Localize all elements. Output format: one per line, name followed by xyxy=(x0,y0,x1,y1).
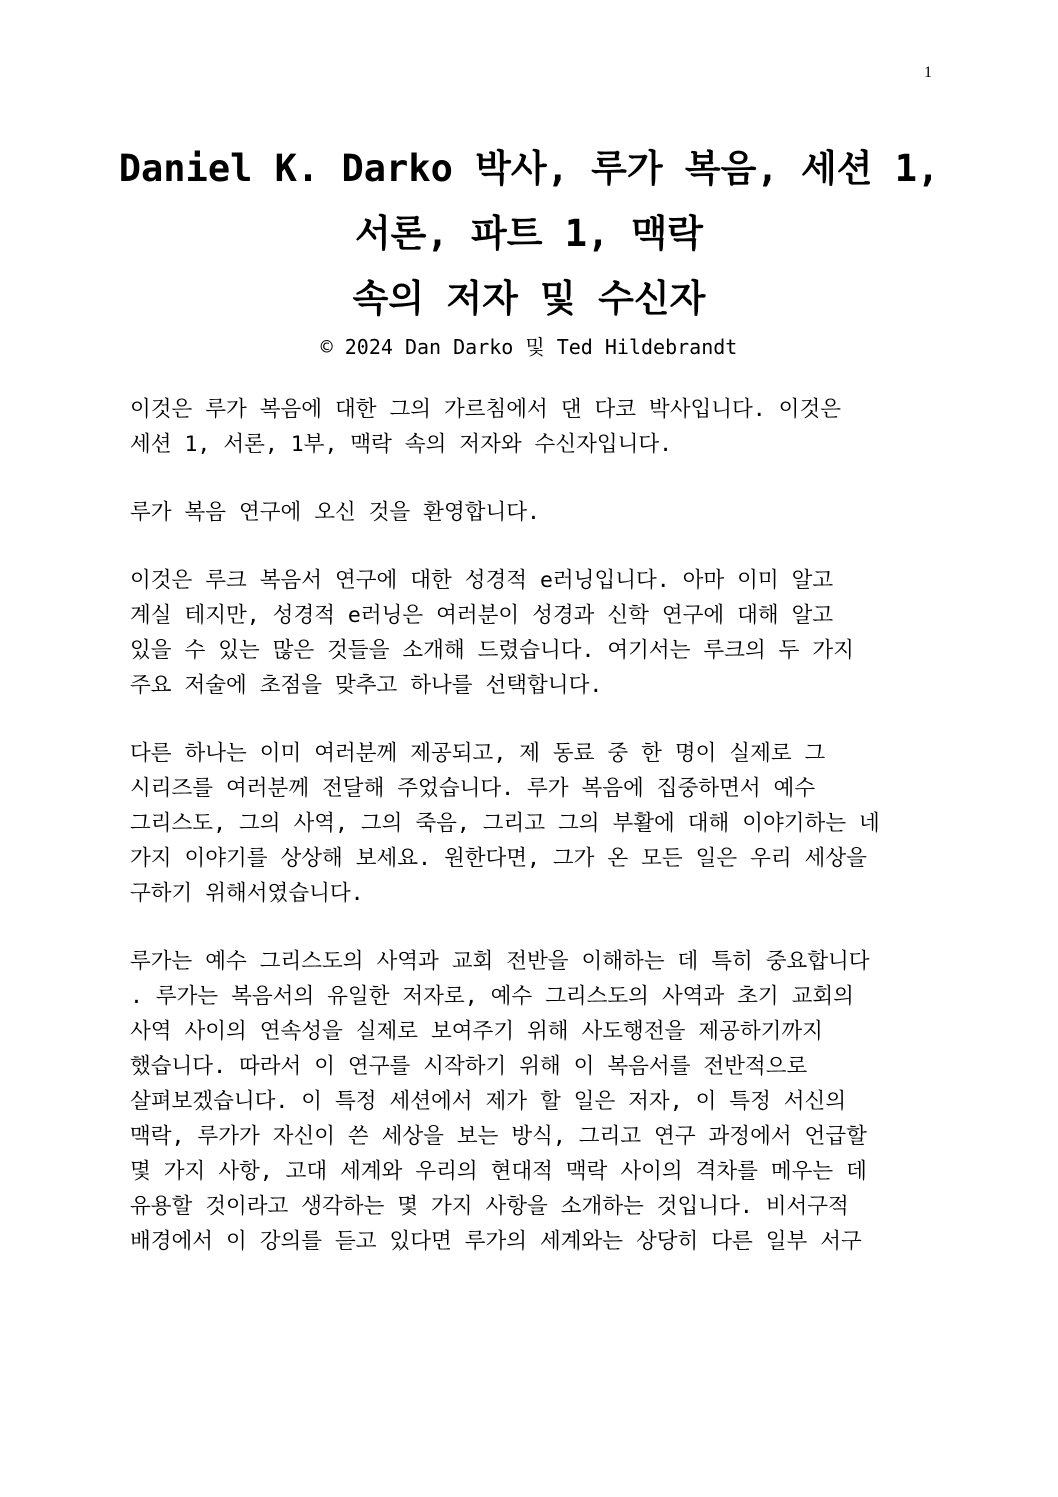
text-line: 계실 테지만, 성경적 e러닝은 여러분이 성경과 신학 연구에 대해 알고 xyxy=(130,603,834,628)
paragraph xyxy=(130,563,930,703)
paragraph xyxy=(130,736,930,911)
text-line: . 루가는 복음서의 유일한 저자로, 예수 그리스도의 사역과 초기 교회의 xyxy=(130,984,854,1009)
text-line: 루가는 예수 그리스도의 사역과 교회 전반을 이해하는 데 특히 중요합니다 xyxy=(130,949,870,974)
text-line: 했습니다. 따라서 이 연구를 시작하기 위해 이 복음서를 전반적으로 xyxy=(130,1054,808,1079)
document-title xyxy=(100,136,958,331)
page-number: 1 xyxy=(924,64,932,81)
paragraph xyxy=(130,495,930,530)
text-line: 있을 수 있는 많은 것들을 소개해 드렸습니다. 여기서는 루크의 두 가지 xyxy=(130,638,854,663)
text-line: 시리즈를 여러분께 전달해 주었습니다. 루가 복음에 집중하면서 예수 xyxy=(130,776,816,801)
copyright-notice: © 2024 Dan Darko 및 Ted Hildebrandt xyxy=(320,335,738,359)
document-body xyxy=(130,392,930,1292)
text-line: 그리스도, 그의 사역, 그의 죽음, 그리고 그의 부활에 대해 이야기하는 네 xyxy=(130,811,880,836)
text-line: 배경에서 이 강의를 듣고 있다면 루가의 세계와는 상당히 다른 일부 서구 xyxy=(130,1229,862,1254)
text-line: 사역 사이의 연속성을 실제로 보여주기 위해 사도행전을 제공하기까지 xyxy=(130,1019,823,1044)
paragraph xyxy=(130,392,930,462)
text-line: 몇 가지 사항, 고대 세계와 우리의 현대적 맥락 사이의 격차를 메우는 데 xyxy=(130,1159,867,1184)
text-line: 구하기 위해서였습니다. xyxy=(130,881,364,906)
title-line: Daniel K. Darko 박사, 루가 복음, 세션 1, xyxy=(118,147,940,190)
text-line: 유용할 것이라고 생각하는 몇 가지 사항을 소개하는 것입니다. 비서구적 xyxy=(130,1194,849,1219)
paragraph xyxy=(130,944,930,1259)
title-line: 서론, 파트 1, 맥락 xyxy=(354,212,704,255)
text-line: 이것은 루크 복음서 연구에 대한 성경적 e러닝입니다. 아마 이미 알고 xyxy=(130,568,834,593)
title-line: 속의 저자 및 수신자 xyxy=(352,277,706,320)
text-line: 다른 하나는 이미 여러분께 제공되고, 제 동료 중 한 명이 실제로 그 xyxy=(130,741,826,766)
text-line: 맥락, 루가가 자신이 쓴 세상을 보는 방식, 그리고 연구 과정에서 언급할 xyxy=(130,1124,867,1149)
text-line: 이것은 루가 복음에 대한 그의 가르침에서 댄 다코 박사입니다. 이것은 xyxy=(130,397,841,422)
text-line: 세션 1, 서론, 1부, 맥락 속의 저자와 수신자입니다. xyxy=(130,432,673,457)
text-line: 루가 복음 연구에 오신 것을 환영합니다. xyxy=(130,500,540,525)
text-line: 가지 이야기를 상상해 보세요. 원한다면, 그가 온 모든 일은 우리 세상을 xyxy=(130,846,867,871)
text-line: 주요 저술에 초점을 맞추고 하나를 선택합니다. xyxy=(130,673,603,698)
text-line: 살펴보겠습니다. 이 특정 세션에서 제가 할 일은 저자, 이 특정 서신의 xyxy=(130,1089,847,1114)
